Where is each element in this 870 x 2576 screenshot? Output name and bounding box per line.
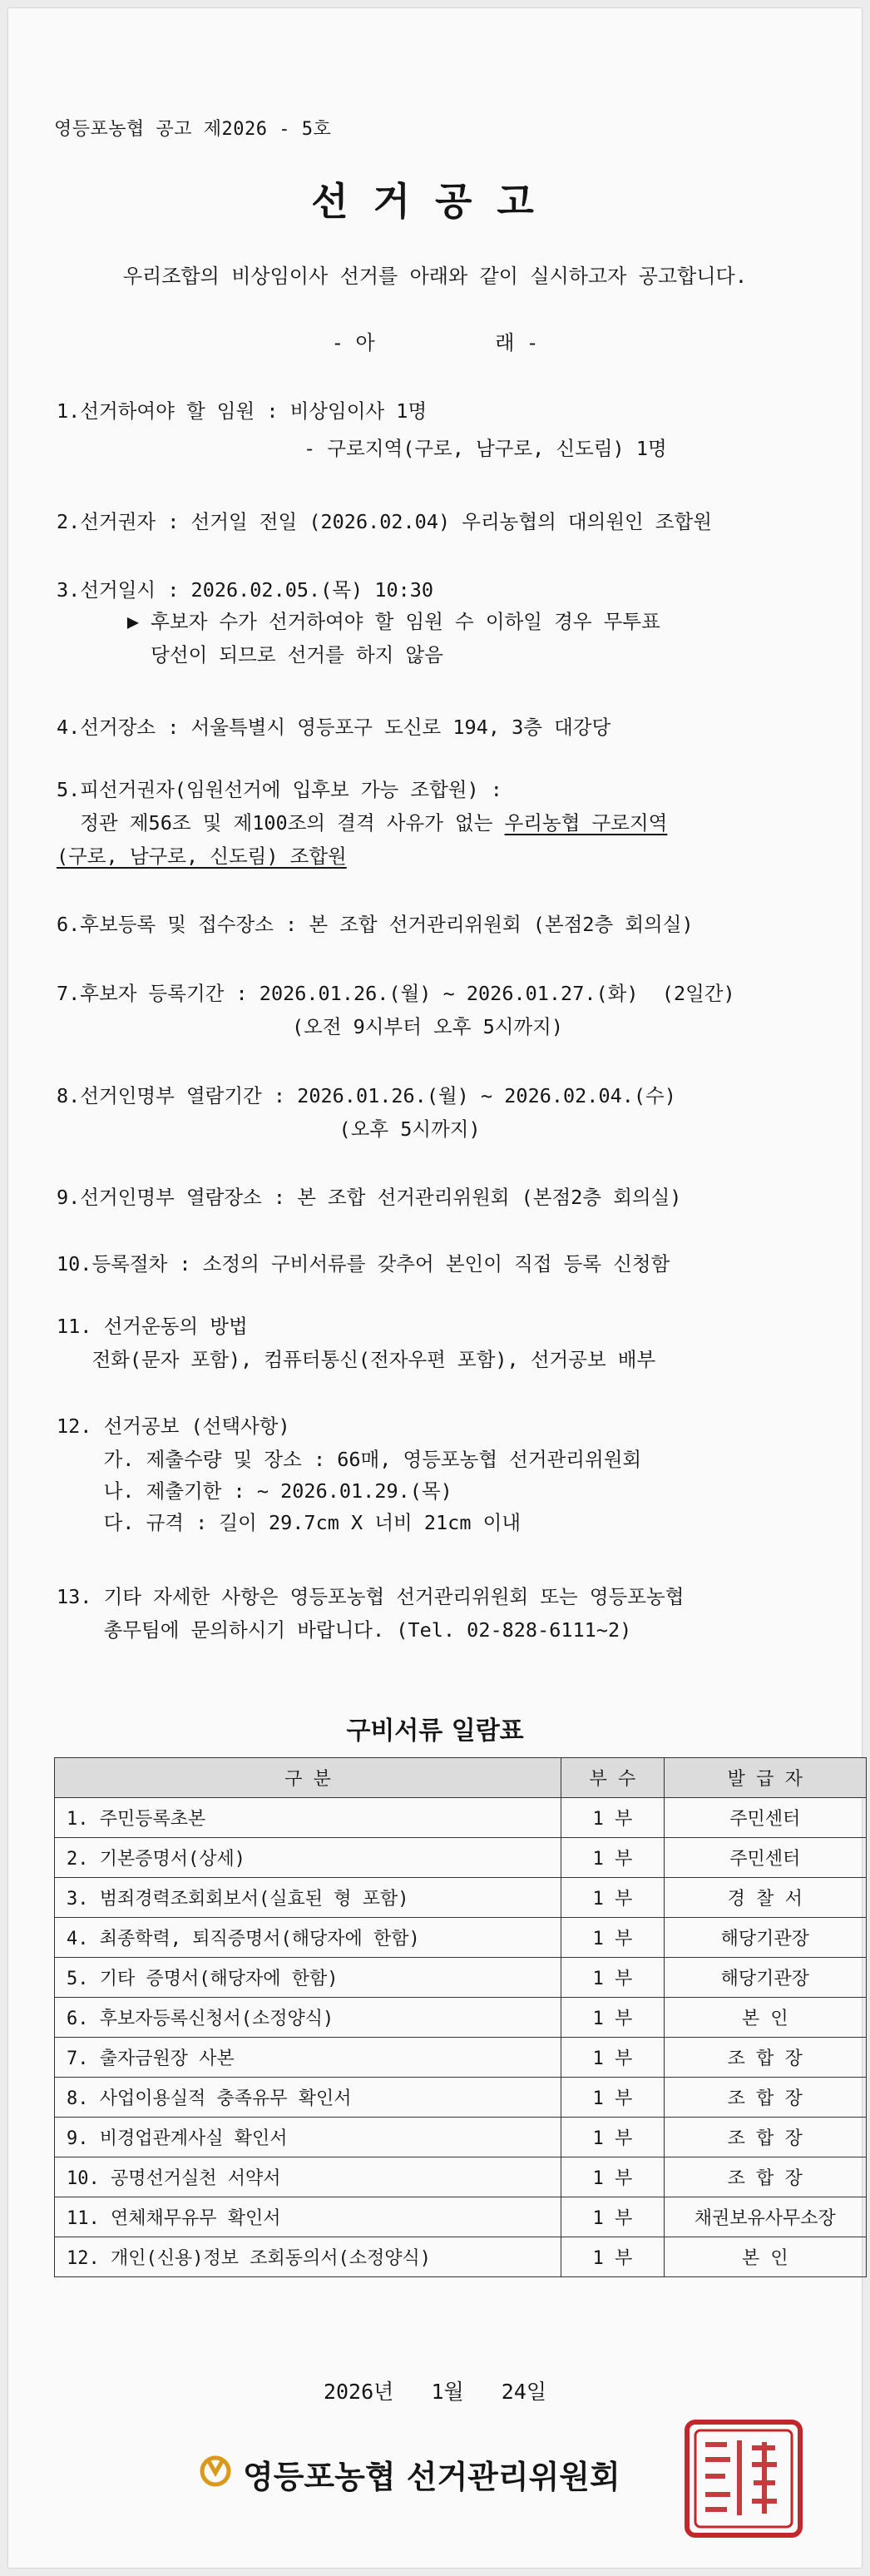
issuer-cell: 채권보유사무소장 bbox=[664, 2197, 866, 2237]
item-5-underlined-cont: (구로, 남구로, 신도림) 조합원 bbox=[57, 845, 347, 868]
organization-name: 영등포농협 선거관리위원회 bbox=[243, 2459, 620, 2495]
issuer-cell: 조 합 장 bbox=[664, 2157, 866, 2197]
document-name-cell: 8. 사업이용실적 충족유무 확인서 bbox=[55, 2078, 561, 2118]
issuer-cell: 주민센터 bbox=[664, 1798, 866, 1838]
copies-cell: 1 부 bbox=[561, 2078, 664, 2118]
table-row bbox=[55, 1958, 867, 1998]
table-row bbox=[55, 2038, 867, 2078]
item-13: 13. 기타 자세한 사항은 영등포농협 선거관리위원회 또는 영등포농협 bbox=[57, 1585, 685, 1608]
item-3: 3.선거일시 : 2026.02.05.(목) 10:30 bbox=[57, 578, 434, 602]
copies-cell: 1 부 bbox=[561, 1838, 664, 1878]
item-1-detail: - 구로지역(구로, 남구로, 신도림) 1명 bbox=[57, 437, 667, 460]
below-label: - 아 래 - bbox=[331, 331, 539, 354]
document-name-cell: 3. 범죄경력조회회보서(실효된 형 포함) bbox=[55, 1878, 561, 1918]
document-name-cell: 7. 출자금원장 사본 bbox=[55, 2038, 561, 2078]
table-row bbox=[55, 1878, 867, 1918]
copies-cell: 1 부 bbox=[561, 1998, 664, 2038]
item-4: 4.선거장소 : 서울특별시 영등포구 도신로 194, 3층 대강당 bbox=[57, 716, 611, 739]
item-8: 8.선거인명부 열람기간 : 2026.01.26.(월) ~ 2026.02.04.(수) bbox=[57, 1084, 676, 1107]
item-5-detail bbox=[57, 807, 667, 835]
document-name-cell: 4. 최종학력, 퇴직증명서(해당자에 한함) bbox=[55, 1918, 561, 1958]
issuer-cell: 경 찰 서 bbox=[664, 1878, 866, 1918]
nonghyup-logo-icon bbox=[197, 2453, 234, 2489]
item-5-underlined: 우리농협 구로지역 bbox=[504, 811, 668, 835]
copies-cell: 1 부 bbox=[561, 2118, 664, 2157]
item-12-a: 가. 제출수량 및 장소 : 66매, 영등포농협 선거관리위원회 bbox=[57, 1448, 642, 1471]
copies-cell: 1 부 bbox=[561, 2157, 664, 2197]
notice-number: 영등포농협 공고 제2026 - 5호 bbox=[54, 119, 332, 140]
copies-cell: 1 부 bbox=[561, 2197, 664, 2237]
notice-date: 2026년 1월 24일 bbox=[323, 2380, 547, 2404]
official-seal-icon bbox=[682, 2417, 805, 2540]
table-row bbox=[55, 2118, 867, 2157]
item-12-b: 나. 제출기한 : ~ 2026.01.29.(목) bbox=[57, 1479, 452, 1503]
issuer-cell: 주민센터 bbox=[664, 1838, 866, 1878]
table-header-row bbox=[55, 1758, 867, 1798]
item-2: 2.선거권자 : 선거일 전일 (2026.02.04) 우리농협의 대의원인 조합원 bbox=[57, 510, 712, 533]
document-name-cell: 11. 연체채무유무 확인서 bbox=[55, 2197, 561, 2237]
item-3-note-cont: 당선이 되므로 선거를 하지 않음 bbox=[57, 643, 443, 666]
table-row bbox=[55, 2078, 867, 2118]
item-7: 7.후보자 등록기간 : 2026.01.26.(월) ~ 2026.01.27.(화) (2일간) bbox=[57, 982, 735, 1005]
item-8-hours: (오후 5시까지) bbox=[57, 1117, 481, 1141]
table-row bbox=[55, 2197, 867, 2237]
issuer-cell: 해당기관장 bbox=[664, 1958, 866, 1998]
copies-cell: 1 부 bbox=[561, 1798, 664, 1838]
issuer-cell: 조 합 장 bbox=[664, 2038, 866, 2078]
header-copies: 부 수 bbox=[561, 1758, 664, 1798]
header-issuer: 발 급 자 bbox=[664, 1758, 866, 1798]
item-7-hours: (오전 9시부터 오후 5시까지) bbox=[57, 1015, 564, 1038]
copies-cell: 1 부 bbox=[561, 2038, 664, 2078]
item-3-note: ▶ 후보자 수가 선거하여야 할 임원 수 이하일 경우 무투표 bbox=[57, 610, 660, 633]
copies-cell: 1 부 bbox=[561, 1918, 664, 1958]
item-5-detail-cont bbox=[57, 840, 347, 869]
table-row bbox=[55, 2157, 867, 2197]
documents-table-title: 구비서류 일람표 bbox=[346, 1717, 524, 1746]
issuer-cell: 본 인 bbox=[664, 1998, 866, 2038]
table-row bbox=[55, 1838, 867, 1878]
document-name-cell: 9. 비경업관계사실 확인서 bbox=[55, 2118, 561, 2157]
item-1: 1.선거하여야 할 임원 : 비상임이사 1명 bbox=[57, 399, 428, 423]
document-name-cell: 6. 후보자등록신청서(소정양식) bbox=[55, 1998, 561, 2038]
item-5: 5.피선거권자(임원선거에 입후보 가능 조합원) : bbox=[57, 778, 502, 801]
item-12: 12. 선거공보 (선택사항) bbox=[57, 1414, 290, 1438]
item-6: 6.후보등록 및 접수장소 : 본 조합 선거관리위원회 (본점2층 회의실) bbox=[57, 913, 694, 936]
table-row bbox=[55, 1998, 867, 2038]
documents-table bbox=[54, 1757, 867, 2277]
document-name-cell: 2. 기본증명서(상세) bbox=[55, 1838, 561, 1878]
item-10: 10.등록절차 : 소정의 구비서류를 갖추어 본인이 직접 등록 신청함 bbox=[57, 1252, 670, 1276]
table-row bbox=[55, 1918, 867, 1958]
table-row bbox=[55, 2237, 867, 2277]
copies-cell: 1 부 bbox=[561, 1958, 664, 1998]
notice-document bbox=[8, 8, 862, 2568]
issuer-cell: 본 인 bbox=[664, 2237, 866, 2277]
item-12-c: 다. 규격 : 길이 29.7cm X 너비 21cm 이내 bbox=[57, 1511, 522, 1534]
item-11-detail: 전화(문자 포함), 컴퓨터통신(전자우편 포함), 선거공보 배부 bbox=[57, 1348, 656, 1371]
table-row bbox=[55, 1798, 867, 1838]
header-category: 구 분 bbox=[55, 1758, 561, 1798]
document-name-cell: 5. 기타 증명서(해당자에 한함) bbox=[55, 1958, 561, 1998]
intro-text: 우리조합의 비상임이사 선거를 아래와 같이 실시하고자 공고합니다. bbox=[122, 265, 748, 288]
item-11: 11. 선거운동의 방법 bbox=[57, 1315, 248, 1338]
document-name-cell: 1. 주민등록초본 bbox=[55, 1798, 561, 1838]
issuer-cell: 해당기관장 bbox=[664, 1918, 866, 1958]
document-name-cell: 10. 공명선거실천 서약서 bbox=[55, 2157, 561, 2197]
document-name-cell: 12. 개인(신용)정보 조회동의서(소정양식) bbox=[55, 2237, 561, 2277]
page-title: 선거공고 bbox=[311, 179, 559, 224]
issuer-cell: 조 합 장 bbox=[664, 2078, 866, 2118]
item-5-detail-text: 정관 제56조 및 제100조의 결격 사유가 없는 bbox=[57, 811, 505, 835]
copies-cell: 1 부 bbox=[561, 2237, 664, 2277]
item-13-cont: 총무팀에 문의하시기 바랍니다. (Tel. 02-828-6111~2) bbox=[57, 1618, 632, 1642]
issuer-cell: 조 합 장 bbox=[664, 2118, 866, 2157]
item-9: 9.선거인명부 열람장소 : 본 조합 선거관리위원회 (본점2층 회의실) bbox=[57, 1186, 682, 1209]
copies-cell: 1 부 bbox=[561, 1878, 664, 1918]
